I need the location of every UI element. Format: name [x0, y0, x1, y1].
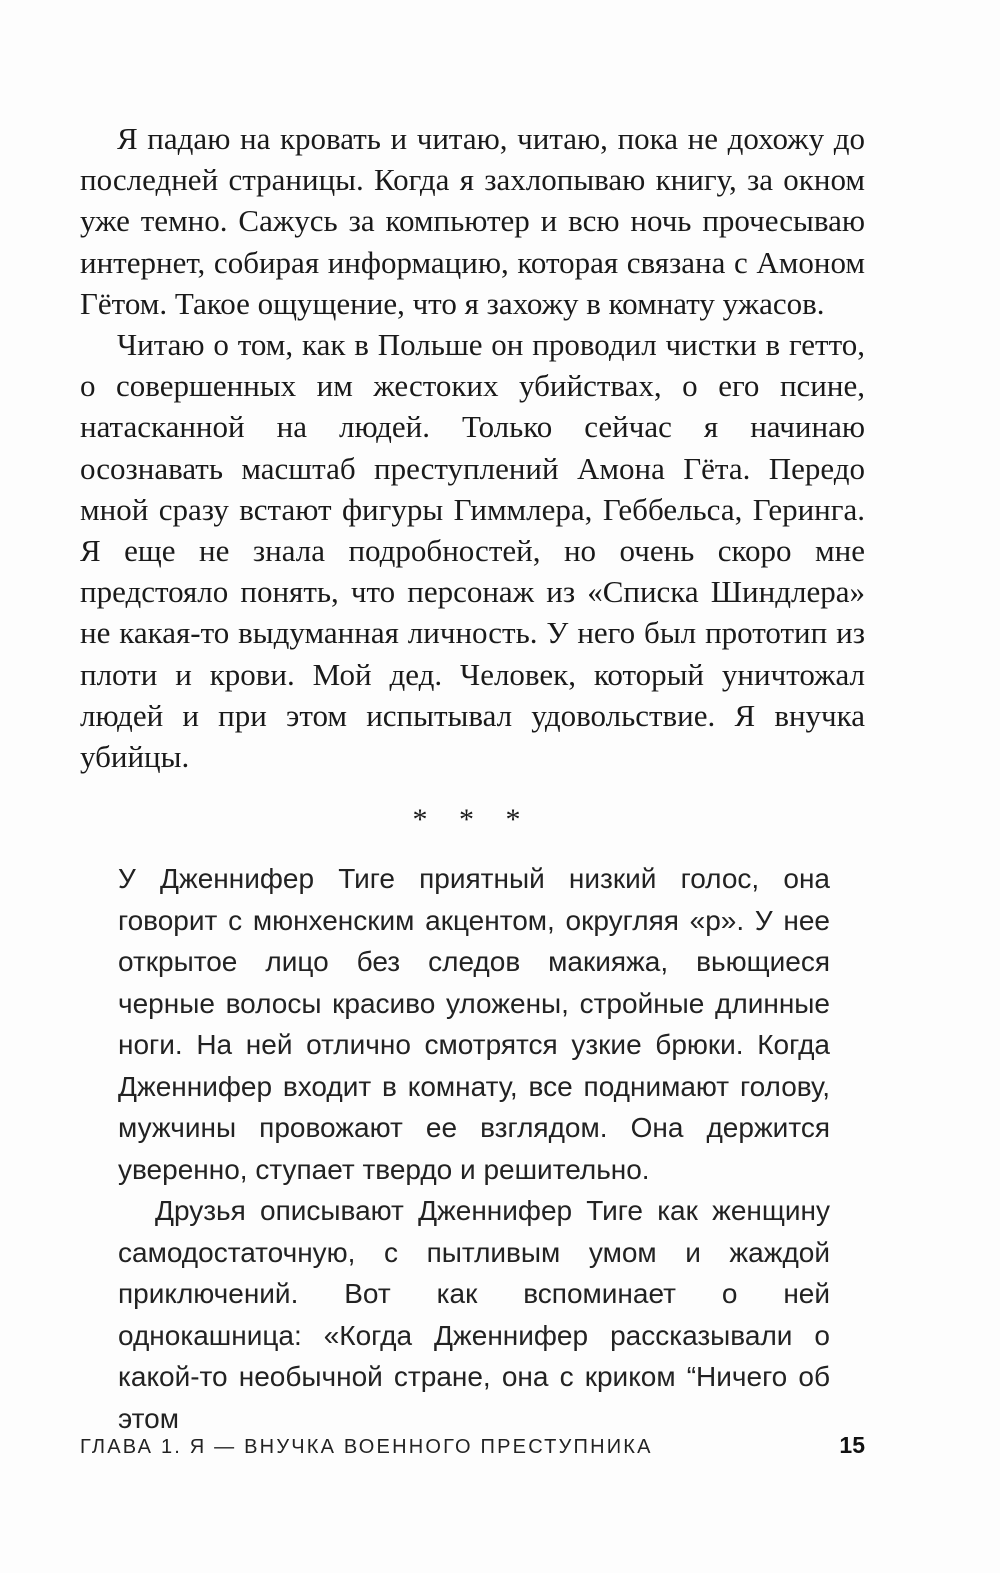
- serif-text-section: [80, 118, 865, 777]
- page-number: 15: [839, 1432, 865, 1458]
- page-footer: [80, 1432, 865, 1466]
- paragraph: Читаю о том, как в Польше он проводил чистки в гетто, о совершенных им жестоких убийствах, о его псине, натасканной на людей. Только сейчас я начинаю осознавать масштаб преступлений Амона Гёта. Передо мной сразу встают фигуры Гиммлера, Геббельса, Геринга. Я еще не знала подробностей, но очень скоро мне предстояло понять, что персонаж из «Списка Шиндлера» не какая-то выдуманная личность. У него был прототип из плоти и крови. Мой дед. Человек, который уничтожал людей и при этом испытывал удовольствие. Я внучка убийцы.: [80, 327, 865, 775]
- paragraph: У Дженнифер Тиге приятный низкий голос, она говорит с мюнхенским акцентом, округляя «р». У нее открытое лицо без следов макияжа, вьющиеся черные волосы красиво уложены, стройные длинные ноги. На ней отлично смотрятся узкие брюки. Когда Дженнифер входит в комнату, все поднимают голову, мужчины провожают ее взглядом. Она держится уверенно, ступает твердо и решительно.: [118, 863, 830, 1185]
- running-chapter-title: ГЛАВА 1. Я — ВНУЧКА ВОЕННОГО ПРЕСТУПНИКА: [80, 1436, 653, 1458]
- sans-text-section: [118, 858, 830, 1439]
- paragraph: Я падаю на кровать и читаю, читаю, пока не дохожу до последней страницы. Когда я захлопываю книгу, за окном уже темно. Сажусь за компьютер и всю ночь прочесываю интернет, собирая информацию, которая связана с Амоном Гётом. Такое ощущение, что я захожу в комнату ужасов.: [80, 121, 865, 321]
- section-separator: * * *: [412, 803, 533, 836]
- paragraph: Друзья описывают Дженнифер Тиге как женщину самодостаточную, с пытливым умом и жаждой приключений. Вот как вспоминает о ней однокашница: «Когда Дженнифер рассказывали о какой-то необычной стране, она с криком “Ничего об этом: [118, 1195, 830, 1434]
